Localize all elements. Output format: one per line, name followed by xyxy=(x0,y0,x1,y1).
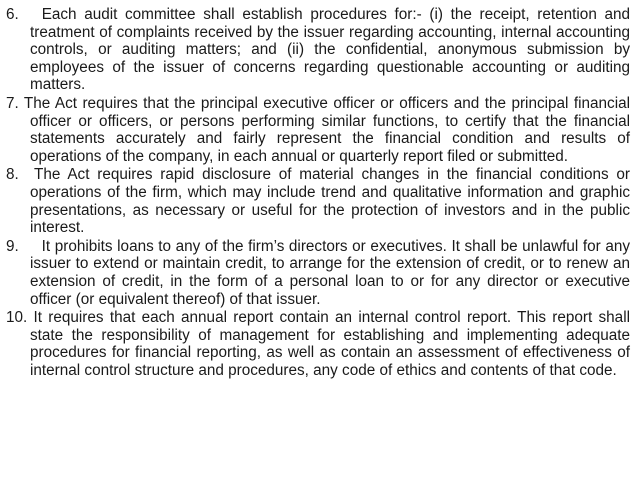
list-item-8: 8. The Act requires rapid disclosure of material changes in the financial conditions or operations of the firm, which may include trend and qualitative information and graphic presentations, as necessary or useful for the protection of investors and in the public interest. xyxy=(6,166,630,237)
list-item-9: 9. It prohibits loans to any of the firm’s directors or executives. It shall be unlawful for any issuer to extend or maintain credit, to arrange for the extension of credit, or to renew an extension of credit, in the form of a personal loan to or for any director or executive officer (or equivalent thereof) of that issuer. xyxy=(6,237,630,308)
list-item-10: 10. It requires that each annual report contain an internal control report. This report shall state the responsibility of management for establishing and implementing adequate procedures for financial reporting, as well as contain an assessment of effectiveness of internal control structure and procedures, any code of ethics and contents of that code. xyxy=(6,309,630,379)
list-item-6: 6. Each audit committee shall establish procedures for:- (i) the receipt, retention and treatment of complaints received by the issuer regarding accounting, internal accounting controls, or auditing matters; and (ii) the confidential, anonymous submission by employees of the issuer of concerns regarding questionable accounting or auditing matters. xyxy=(6,6,630,94)
list-item-7: 7. The Act requires that the principal executive officer or officers and the principal financial officer or officers, or persons performing similar functions, to certify that the financial statements accurately and fairly represent the financial condition and results of operations of the company, in each annual or quarterly report filed or submitted. xyxy=(6,94,630,165)
